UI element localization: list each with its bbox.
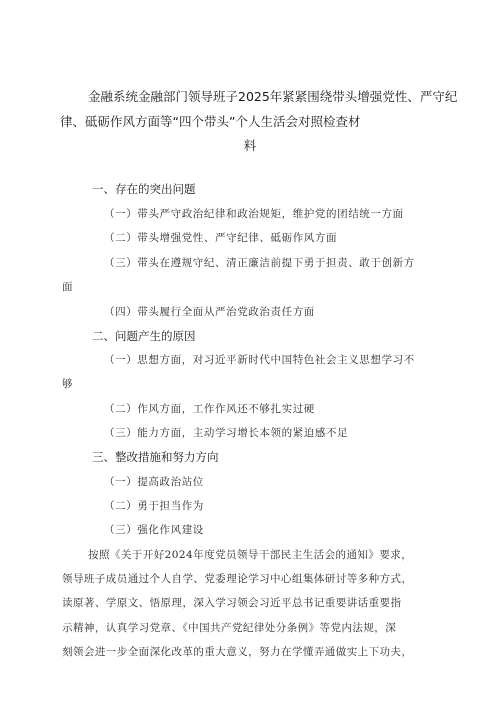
section-1-item-3-continued: 面 (62, 281, 73, 293)
body-paragraph-line-3: 读原著、学原文、悟原理，深入学习领会习近平总书记重要讲话重要指 (62, 597, 402, 609)
section-2-heading: 二、问题产生的原因 (92, 329, 196, 343)
section-1-item-3: （三）带头在遵规守纪、清正廉洁前提下勇于担责、敢于创新方 (104, 257, 415, 269)
section-2-item-1-continued: 够 (62, 378, 73, 390)
section-1-item-1: （一）带头严守政治纪律和政治规矩，维护党的团结统一方面 (104, 208, 404, 220)
document-title-line-2: 律、砥砺作风方面等“四个带头”个人生活会对照检查材 (60, 114, 361, 129)
body-paragraph-line-2: 领导班子成员通过个人自学、党委理论学习中心组集体研讨等多种方式， (62, 573, 413, 585)
section-1-heading: 一、存在的突出问题 (92, 182, 196, 196)
section-2-item-1: （一）思想方面，对习近平新时代中国特色社会主义思想学习不 (104, 354, 415, 366)
document-title-line-3: 料 (243, 138, 257, 153)
section-2-item-2: （二）作风方面，工作作风还不够扎实过硬 (104, 403, 315, 415)
body-paragraph-line-4: 示精神，认真学习党章、《中国共产党纪律处分条例》等党内法规，深 (62, 622, 397, 634)
section-3-heading: 三、整改措施和努力方向 (92, 450, 219, 464)
document-title-line-1: 金融系统金融部门领导班子2025年紧紧围绕带头增强党性、严守纪 (88, 89, 458, 104)
body-paragraph-line-1: 按照《关于开好2024年度党员领导干部民主生活会的通知》要求， (88, 549, 413, 561)
section-3-item-2: （二）勇于担当作为 (104, 500, 204, 512)
section-3-item-3: （三）强化作风建设 (104, 524, 204, 536)
section-2-item-3: （三）能力方面，主动学习增长本领的紧迫感不足 (104, 427, 349, 439)
section-1-item-4: （四）带头履行全面从严治党政治责任方面 (104, 306, 315, 318)
body-paragraph-line-5: 刻领会进一步全面深化改革的重大意义，努力在学懂弄通做实上下功夫， (62, 646, 413, 658)
section-1-item-2: （二）带头增强党性、严守纪律、砥砺作风方面 (104, 232, 338, 244)
section-3-item-1: （一）提高政治站位 (104, 476, 204, 488)
